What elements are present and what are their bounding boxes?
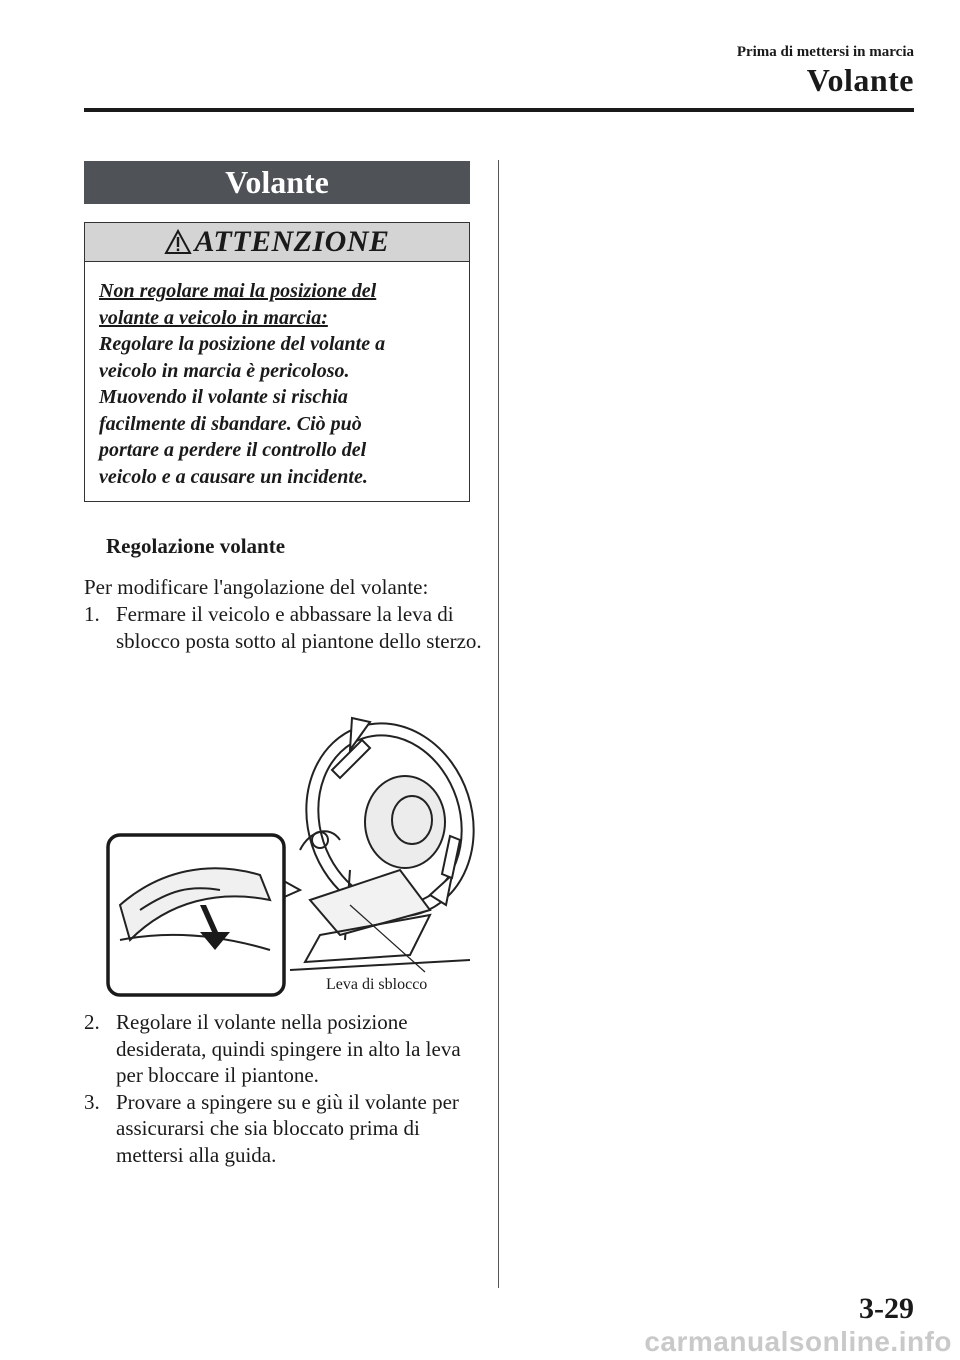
watermark: carmanualsonline.info — [644, 1326, 952, 1357]
subsection-title: Regolazione volante — [106, 534, 286, 558]
steps-list-a — [84, 601, 484, 654]
warning-box — [84, 222, 470, 502]
header-title: Volante — [806, 62, 914, 98]
step-text: Fermare il veicolo e abbassare la leva di sblocco posta sotto al piantone dello sterzo. — [116, 602, 482, 653]
detail-inset — [108, 835, 300, 995]
header-rule — [84, 108, 914, 112]
warning-line: facilmente di sbandare. Ciò può — [99, 412, 362, 435]
warning-body — [85, 262, 469, 490]
steps-list-b — [84, 1009, 484, 1168]
warning-line: veicolo e a causare un incidente. — [99, 465, 368, 488]
step-number: 3. — [84, 1089, 100, 1114]
warning-line: Muovendo il volante si rischia — [99, 386, 348, 408]
warning-line: portare a perdere il controllo del — [99, 439, 367, 461]
warning-triangle-icon — [164, 229, 192, 255]
chapter-label: Prima di mettersi in marcia — [736, 44, 914, 60]
figure-caption: Leva di sblocco — [326, 976, 428, 993]
section-banner: Volante — [84, 161, 470, 204]
step-text: Regolare il volante nella posizione desiderata, quindi spingere in alto la leva per bloccare il piantone. — [116, 1010, 461, 1087]
step-number: 2. — [84, 1010, 100, 1034]
warning-line: Regolare la posizione del volante a — [99, 333, 386, 355]
warning-line: veicolo in marcia è pericoloso. — [99, 359, 350, 382]
page-number: 3-29 — [859, 1292, 914, 1325]
list-item — [84, 1009, 484, 1089]
step-number: 1. — [84, 602, 100, 626]
warning-header — [85, 223, 469, 262]
warning-heading: ATTENZIONE — [194, 225, 390, 258]
column-divider — [498, 160, 499, 1288]
step-text: Provare a spingere su e giù il volante per assicurarsi che sia bloccato prima di mettersi alla guida. — [116, 1089, 459, 1167]
list-item — [84, 1089, 484, 1169]
list-item — [84, 601, 484, 654]
steering-wheel-figure — [100, 700, 480, 1000]
subsection-heading — [84, 534, 285, 559]
intro-text: Per modificare l'angolazione del volante: — [84, 575, 429, 599]
warning-underlined-line: Non regolare mai la posizione del — [99, 280, 377, 302]
warning-underlined-line: volante a veicolo in marcia: — [99, 306, 328, 329]
